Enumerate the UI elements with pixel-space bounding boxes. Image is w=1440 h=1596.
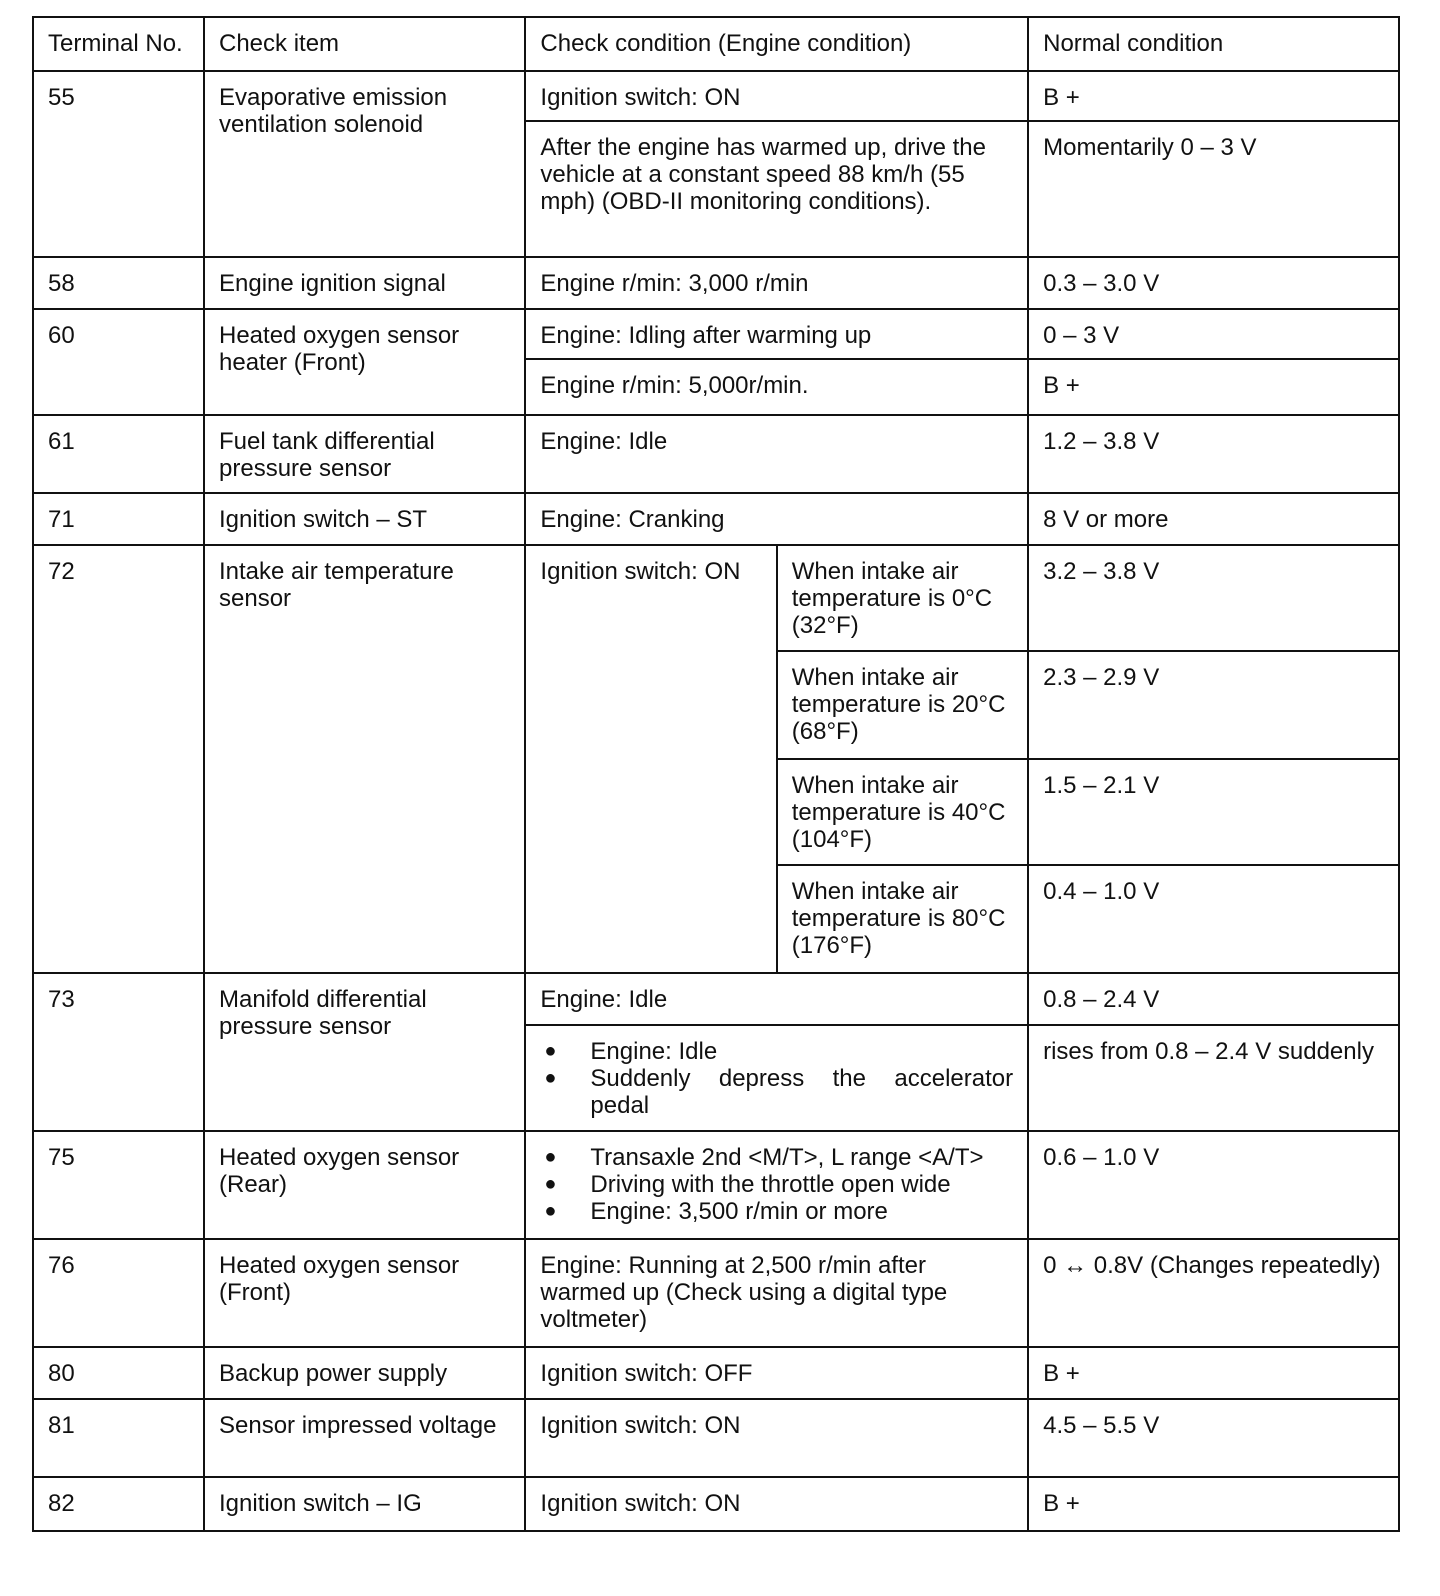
terminal-number: 71 bbox=[33, 493, 204, 545]
bullet-item: ● Engine: Idle bbox=[540, 1038, 1013, 1065]
check-condition: Ignition switch: ON bbox=[525, 545, 776, 973]
check-condition: Ignition switch: OFF bbox=[525, 1347, 1028, 1399]
table-row bbox=[33, 1347, 1399, 1399]
check-condition bbox=[525, 1131, 1028, 1239]
header-check-item: Check item bbox=[204, 17, 525, 71]
table-row bbox=[33, 309, 1399, 359]
document-page bbox=[32, 16, 1400, 1532]
terminal-number: 58 bbox=[33, 257, 204, 309]
normal-condition: B + bbox=[1028, 71, 1399, 121]
terminal-number: 80 bbox=[33, 1347, 204, 1399]
check-condition: Ignition switch: ON bbox=[525, 71, 1028, 121]
normal-condition: 0 – 3 V bbox=[1028, 309, 1399, 359]
bullet-list bbox=[540, 1144, 1013, 1225]
terminal-number: 76 bbox=[33, 1239, 204, 1347]
normal-condition: rises from 0.8 – 2.4 V suddenly bbox=[1028, 1025, 1399, 1131]
normal-condition: 0.8 – 2.4 V bbox=[1028, 973, 1399, 1025]
check-item: Sensor impressed voltage bbox=[204, 1399, 525, 1477]
terminal-number: 61 bbox=[33, 415, 204, 493]
terminal-number: 72 bbox=[33, 545, 204, 973]
normal-condition: 0.3 – 3.0 V bbox=[1028, 257, 1399, 309]
sub-condition: When intake air temperature is 0°C (32°F) bbox=[777, 545, 1028, 651]
normal-condition: B + bbox=[1028, 1477, 1399, 1531]
normal-condition: 2.3 – 2.9 V bbox=[1028, 651, 1399, 759]
check-item: Backup power supply bbox=[204, 1347, 525, 1399]
table-row bbox=[33, 1239, 1399, 1347]
table-row bbox=[33, 973, 1399, 1025]
check-condition: Engine: Running at 2,500 r/min after warmed up (Check using a digital type voltmeter) bbox=[525, 1239, 1028, 1347]
table-row bbox=[33, 1399, 1399, 1477]
bullet-list bbox=[540, 1038, 1013, 1119]
check-condition: Engine: Idling after warming up bbox=[525, 309, 1028, 359]
table-row bbox=[33, 1131, 1399, 1239]
sub-condition: When intake air temperature is 40°C (104°F) bbox=[777, 759, 1028, 865]
header-terminal: Terminal No. bbox=[33, 17, 204, 71]
check-condition: Ignition switch: ON bbox=[525, 1477, 1028, 1531]
normal-condition: Momentarily 0 – 3 V bbox=[1028, 121, 1399, 257]
check-item: Manifold differential pressure sensor bbox=[204, 973, 525, 1131]
normal-condition: 3.2 – 3.8 V bbox=[1028, 545, 1399, 651]
normal-condition: B + bbox=[1028, 359, 1399, 415]
check-item: Ignition switch – IG bbox=[204, 1477, 525, 1531]
terminal-check-table bbox=[32, 16, 1400, 1532]
terminal-number: 55 bbox=[33, 71, 204, 257]
normal-condition: 0.6 – 1.0 V bbox=[1028, 1131, 1399, 1239]
normal-condition: 8 V or more bbox=[1028, 493, 1399, 545]
check-condition bbox=[525, 1025, 1028, 1131]
table-row bbox=[33, 545, 1399, 651]
check-condition: Engine r/min: 5,000r/min. bbox=[525, 359, 1028, 415]
bullet-item: ● Driving with the throttle open wide bbox=[540, 1171, 1013, 1198]
terminal-number: 60 bbox=[33, 309, 204, 415]
check-item: Engine ignition signal bbox=[204, 257, 525, 309]
normal-condition: 1.5 – 2.1 V bbox=[1028, 759, 1399, 865]
check-condition: Engine: Idle bbox=[525, 973, 1028, 1025]
header-normal-condition: Normal condition bbox=[1028, 17, 1399, 71]
check-item: Fuel tank differential pressure sensor bbox=[204, 415, 525, 493]
terminal-number: 81 bbox=[33, 1399, 204, 1477]
check-item: Evaporative emission ventilation solenoid bbox=[204, 71, 525, 257]
normal-condition: 1.2 – 3.8 V bbox=[1028, 415, 1399, 493]
table-row bbox=[33, 493, 1399, 545]
table-row bbox=[33, 415, 1399, 493]
table-row bbox=[33, 257, 1399, 309]
normal-condition: 0 ↔ 0.8V (Changes repeatedly) bbox=[1028, 1239, 1399, 1347]
check-condition: Engine: Idle bbox=[525, 415, 1028, 493]
check-item: Heated oxygen sensor (Rear) bbox=[204, 1131, 525, 1239]
bullet-item: ● Engine: 3,500 r/min or more bbox=[540, 1198, 1013, 1225]
terminal-number: 73 bbox=[33, 973, 204, 1131]
normal-condition: 4.5 – 5.5 V bbox=[1028, 1399, 1399, 1477]
sub-condition: When intake air temperature is 80°C (176°F) bbox=[777, 865, 1028, 973]
header-check-condition: Check condition (Engine condition) bbox=[525, 17, 1028, 71]
header-row bbox=[33, 17, 1399, 71]
normal-condition: 0.4 – 1.0 V bbox=[1028, 865, 1399, 973]
check-item: Heated oxygen sensor heater (Front) bbox=[204, 309, 525, 415]
table-row bbox=[33, 1477, 1399, 1531]
check-item: Ignition switch – ST bbox=[204, 493, 525, 545]
check-condition: Engine: Cranking bbox=[525, 493, 1028, 545]
normal-condition: B + bbox=[1028, 1347, 1399, 1399]
bullet-item: ● Suddenly depress the accelerator pedal bbox=[540, 1065, 1013, 1119]
terminal-number: 82 bbox=[33, 1477, 204, 1531]
sub-condition: When intake air temperature is 20°C (68°F) bbox=[777, 651, 1028, 759]
check-condition: Ignition switch: ON bbox=[525, 1399, 1028, 1477]
check-condition: Engine r/min: 3,000 r/min bbox=[525, 257, 1028, 309]
check-item: Intake air temperature sensor bbox=[204, 545, 525, 973]
terminal-number: 75 bbox=[33, 1131, 204, 1239]
check-item: Heated oxygen sensor (Front) bbox=[204, 1239, 525, 1347]
check-condition: After the engine has warmed up, drive the vehicle at a constant speed 88 km/h (55 mph) (OBD-II monitoring conditions). bbox=[525, 121, 1028, 257]
table-row bbox=[33, 71, 1399, 121]
bullet-item: ● Transaxle 2nd <M/T>, L range <A/T> bbox=[540, 1144, 1013, 1171]
